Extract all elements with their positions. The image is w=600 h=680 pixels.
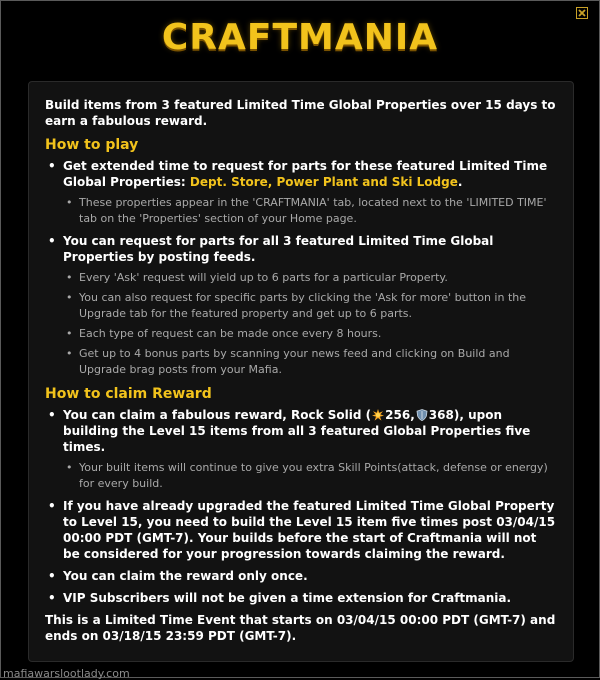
list-item-text-end: ), upon building the Level 15 items from all 3 featured Global Properties five times. — [63, 408, 531, 454]
list-item — [45, 233, 557, 378]
sub-list-item: • You can also request for specific parts by clicking the 'Ask for more' button in the Upgrade tab for the featured property and get up to 6 parts. — [63, 290, 557, 322]
sub-list-item: • Each type of request can be made once every 8 hours. — [63, 326, 557, 342]
list-item: • VIP Subscribers will not be given a time extension for Craftmania. — [45, 590, 557, 606]
defense-icon — [416, 409, 428, 421]
featured-properties: Dept. Store, Power Plant and Ski Lodge — [189, 175, 458, 189]
intro-text: Build items from 3 featured Limited Time Global Properties over 15 days to earn a fabulous reward. — [45, 98, 556, 128]
list-item-text: You can claim a fabulous reward, Rock Solid ( — [63, 408, 372, 422]
stat-separator: , — [410, 408, 415, 422]
watermark: mafiawarslootlady.com — [3, 667, 130, 680]
event-title: CRAFTMANIA — [161, 17, 439, 58]
content-panel — [28, 81, 574, 662]
defense-value: 368 — [428, 408, 454, 422]
sub-list-item: • Get up to 4 bonus parts by scanning your news feed and clicking on Build and Upgrade brag posts from your Mafia. — [63, 346, 557, 378]
list-item-end: . — [457, 175, 463, 189]
list-item-text: You can request for parts for all 3 featured Limited Time Global Properties by posting feeds. — [63, 234, 494, 264]
list-item-text: Get extended time to request for parts for these featured Limited Time Global Properties: — [63, 159, 548, 189]
how-to-claim-heading: How to claim Reward — [45, 386, 212, 402]
attack-icon — [372, 409, 384, 421]
sub-list-item: • These properties appear in the 'CRAFTMANIA' tab, located next to the 'LIMITED TIME' tab on the 'Properties' section of your Home page. — [63, 195, 557, 227]
how-to-play-heading: How to play — [45, 137, 139, 153]
how-to-claim-list — [45, 407, 557, 606]
sub-list — [63, 195, 557, 227]
attack-value: 256 — [385, 408, 411, 422]
event-dates-text: This is a Limited Time Event that starts on 03/04/15 00:00 PDT (GMT-7) and ends on 03/18/15 23:59 PDT (GMT-7). — [45, 613, 556, 643]
sub-list — [63, 270, 557, 378]
list-item — [45, 158, 557, 227]
list-item: • If you have already upgraded the featured Limited Time Global Property to Level 15, you need to build the Level 15 item five times post 03/04/15 00:00 PDT (GMT-7). Your builds before the start of Craftmania will not be considered for your progression towards claiming the reward. — [45, 498, 557, 562]
sub-list-item: • Every 'Ask' request will yield up to 6 parts for a particular Property. — [63, 270, 557, 286]
sub-list-item: • Your built items will continue to give you extra Skill Points(attack, defense or energy) for every build. — [63, 460, 557, 492]
list-item: • You can claim the reward only once. — [45, 568, 557, 584]
sub-list — [63, 460, 557, 492]
list-item — [45, 407, 557, 492]
how-to-play-list — [45, 158, 557, 378]
